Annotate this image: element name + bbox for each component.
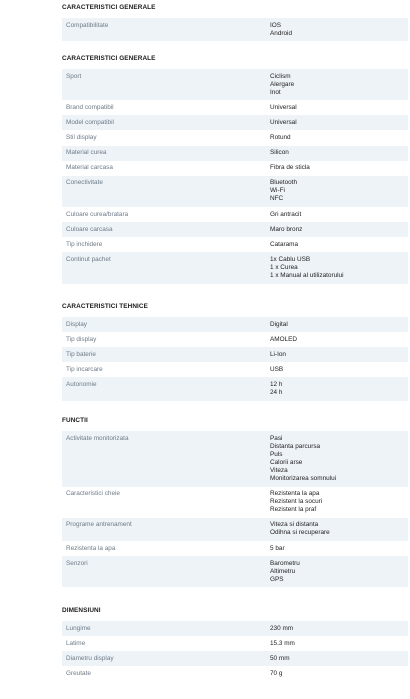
section-title: CARACTERISTICI TEHNICE bbox=[62, 303, 148, 310]
spec-value-line: Rezistent la socuri bbox=[270, 498, 323, 506]
spec-value bbox=[270, 362, 408, 377]
spec-label: Material carcasa bbox=[66, 164, 113, 172]
spec-row bbox=[62, 222, 408, 237]
spec-row bbox=[62, 621, 408, 636]
spec-label: Greutate bbox=[66, 669, 91, 677]
spec-value-line: 12 h bbox=[270, 380, 283, 388]
spec-value bbox=[270, 222, 408, 237]
spec-row bbox=[62, 347, 408, 362]
spec-value-line: USB bbox=[270, 365, 284, 373]
spec-value bbox=[270, 317, 408, 332]
spec-label: Stil display bbox=[66, 133, 97, 141]
spec-value-line: Viteza si distanta bbox=[270, 521, 319, 529]
spec-value-line: Universal bbox=[270, 103, 297, 111]
spec-value-line: Android bbox=[270, 29, 293, 37]
spec-rows bbox=[62, 18, 408, 41]
spec-value-line: Rotund bbox=[270, 133, 291, 141]
spec-value bbox=[270, 176, 408, 207]
spec-rows bbox=[62, 317, 408, 401]
spec-value bbox=[270, 621, 408, 636]
spec-section bbox=[0, 53, 410, 284]
spec-label: Sport bbox=[66, 72, 82, 80]
spec-row bbox=[62, 332, 408, 347]
spec-value bbox=[270, 237, 408, 252]
spec-value bbox=[270, 100, 408, 115]
spec-value-line: Silicon bbox=[270, 149, 289, 157]
spec-value-line: Alergare bbox=[270, 80, 295, 88]
spec-value-line: Rezistent la praf bbox=[270, 506, 317, 514]
spec-value bbox=[270, 115, 408, 130]
spec-label: Activitate monitorizata bbox=[66, 434, 129, 442]
spec-value-line: Calorii arse bbox=[270, 458, 303, 466]
spec-value-line: 230 mm bbox=[270, 624, 294, 632]
spec-row bbox=[62, 69, 408, 100]
spec-value-line: 24 h bbox=[270, 388, 283, 396]
spec-value-line: Bluetooth bbox=[270, 179, 298, 187]
spec-section bbox=[0, 301, 410, 401]
spec-value-line: Gri antracit bbox=[270, 210, 302, 218]
spec-value-line: GPS bbox=[270, 575, 284, 583]
spec-value bbox=[270, 146, 408, 161]
spec-label: Tip inchidere bbox=[66, 240, 103, 248]
spec-label: Compatibilitate bbox=[66, 21, 109, 29]
spec-label: Senzori bbox=[66, 559, 88, 567]
spec-row bbox=[62, 18, 408, 41]
spec-value-line: 1 x Curea bbox=[270, 263, 298, 271]
spec-row bbox=[62, 636, 408, 651]
spec-rows bbox=[62, 69, 408, 284]
spec-row bbox=[62, 666, 408, 681]
spec-row bbox=[62, 115, 408, 130]
spec-label: Latime bbox=[66, 639, 86, 647]
spec-row bbox=[62, 252, 408, 283]
spec-value bbox=[270, 332, 408, 347]
spec-label: Material curea bbox=[66, 149, 107, 157]
spec-row bbox=[62, 130, 408, 145]
spec-label: Diametru display bbox=[66, 654, 114, 662]
spec-value-line: Puls bbox=[270, 450, 283, 458]
spec-row bbox=[62, 362, 408, 377]
spec-label: Display bbox=[66, 320, 87, 328]
spec-row bbox=[62, 207, 408, 222]
spec-value-line: Wi-Fi bbox=[270, 187, 285, 195]
spec-row bbox=[62, 317, 408, 332]
spec-label: Tip incarcare bbox=[66, 365, 103, 373]
spec-label: Lungime bbox=[66, 624, 91, 632]
spec-value-line: Rezistenta la apa bbox=[270, 490, 320, 498]
spec-row bbox=[62, 431, 408, 487]
spec-label: Conectivitate bbox=[66, 179, 103, 187]
spec-value bbox=[270, 69, 408, 100]
spec-value bbox=[270, 161, 408, 176]
spec-value-line: Maro bronz bbox=[270, 225, 303, 233]
spec-row bbox=[62, 518, 408, 541]
spec-row bbox=[62, 146, 408, 161]
spec-value-line: Fibra de sticla bbox=[270, 164, 310, 172]
spec-value-line: IOS bbox=[270, 21, 282, 29]
spec-row bbox=[62, 100, 408, 115]
spec-section bbox=[0, 415, 410, 587]
spec-value-line: Monitorizarea somnului bbox=[270, 474, 337, 482]
spec-value-line: Universal bbox=[270, 118, 297, 126]
spec-value-line: Inot bbox=[270, 88, 281, 96]
spec-value-line: 5 bar bbox=[270, 544, 285, 552]
spec-rows bbox=[62, 621, 408, 681]
spec-value-line: 1x Cablu USB bbox=[270, 255, 311, 263]
spec-value bbox=[270, 377, 408, 400]
spec-value bbox=[270, 556, 408, 587]
spec-value bbox=[270, 666, 408, 681]
spec-value-line: Distanta parcursa bbox=[270, 442, 321, 450]
spec-value-line: Catarama bbox=[270, 240, 299, 248]
spec-value-line: Odihna si recuperare bbox=[270, 529, 330, 537]
spec-label: Culoare carcasa bbox=[66, 225, 113, 233]
spec-value-line: Pasi bbox=[270, 434, 283, 442]
spec-label: Autonomie bbox=[66, 380, 97, 388]
spec-value-line: AMOLED bbox=[270, 335, 297, 343]
spec-value bbox=[270, 207, 408, 222]
spec-row bbox=[62, 377, 408, 400]
spec-value bbox=[270, 518, 408, 541]
spec-label: Rezistenta la apa bbox=[66, 544, 116, 552]
spec-value-line: NFC bbox=[270, 195, 284, 203]
spec-value-line: Ciclism bbox=[270, 72, 291, 80]
spec-row bbox=[62, 487, 408, 518]
spec-section bbox=[0, 2, 410, 41]
spec-row bbox=[62, 541, 408, 556]
spec-value bbox=[270, 347, 408, 362]
spec-row bbox=[62, 161, 408, 176]
spec-label: Programe antrenament bbox=[66, 521, 132, 529]
spec-label: Caracteristici cheie bbox=[66, 490, 120, 498]
spec-row bbox=[62, 556, 408, 587]
spec-row bbox=[62, 176, 408, 207]
spec-value-line: 70 g bbox=[270, 669, 283, 677]
spec-rows bbox=[62, 431, 408, 587]
spec-label: Tip baterie bbox=[66, 350, 96, 358]
spec-value-line: 1 x Manual al utilizatorului bbox=[270, 272, 344, 279]
spec-row bbox=[62, 237, 408, 252]
spec-row bbox=[62, 651, 408, 666]
spec-value-line: 15.3 mm bbox=[270, 639, 295, 647]
section-title: CARACTERISTICI GENERALE bbox=[62, 4, 156, 11]
spec-value-line: Viteza bbox=[270, 466, 288, 474]
spec-value-line: Li-Ion bbox=[270, 350, 286, 358]
spec-value-line: Altimetru bbox=[270, 567, 296, 575]
section-title: FUNCTII bbox=[62, 417, 88, 424]
spec-label: Model compatibil bbox=[66, 118, 114, 126]
section-title: CARACTERISTICI GENERALE bbox=[62, 55, 156, 62]
spec-label: Tip display bbox=[66, 335, 97, 343]
spec-label: Continut pachet bbox=[66, 255, 111, 263]
spec-value bbox=[270, 651, 408, 666]
spec-label: Culoare curea/bratara bbox=[66, 210, 129, 218]
section-title: DIMENSIUNI bbox=[62, 607, 101, 614]
spec-value bbox=[270, 18, 408, 41]
spec-label: Brand compatibil bbox=[66, 103, 114, 111]
spec-value bbox=[270, 636, 408, 651]
spec-value-line: Barometru bbox=[270, 559, 300, 567]
spec-value bbox=[270, 487, 408, 518]
spec-value bbox=[270, 431, 408, 487]
spec-value-line: Digital bbox=[270, 320, 288, 328]
spec-section bbox=[0, 605, 410, 681]
spec-value bbox=[270, 130, 408, 145]
spec-value-line: 50 mm bbox=[270, 654, 290, 662]
spec-value bbox=[270, 252, 408, 283]
spec-value bbox=[270, 541, 408, 556]
